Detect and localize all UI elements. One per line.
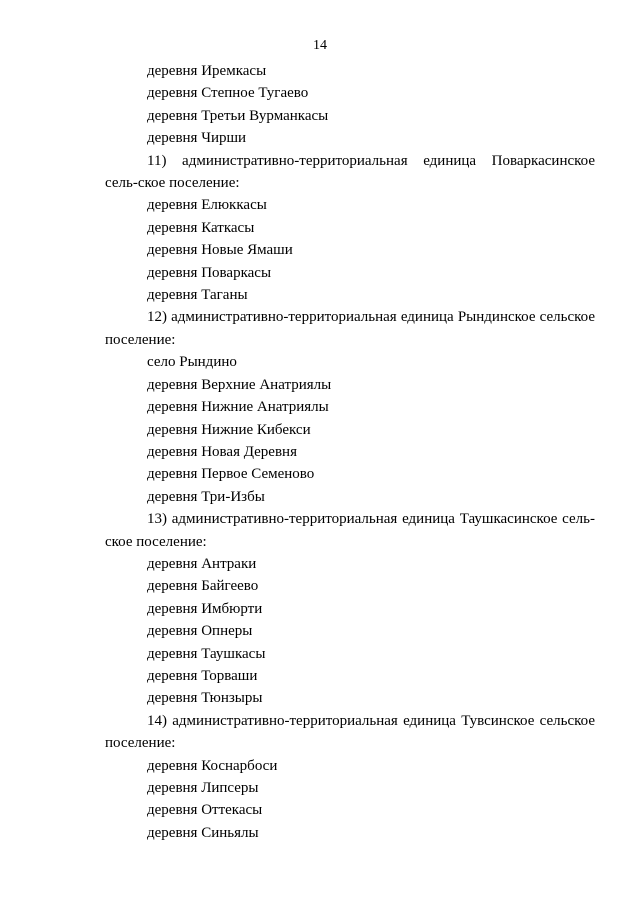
section-heading: 13) административно-территориальная единица Таушкасинское сель-ское поселение: (105, 511, 595, 550)
section-heading: 14) административно-территориальная единица Тувсинское сельское поселение: (105, 712, 595, 752)
list-item: деревня Первое Семеново (147, 466, 315, 483)
list-item: деревня Поваркасы (147, 264, 272, 281)
list-item: деревня Тюнзыры (147, 690, 263, 707)
list-item: деревня Опнеры (147, 623, 253, 640)
list-item: деревня Оттекасы (147, 802, 263, 819)
list-item: деревня Иремкасы (147, 63, 267, 79)
list-item: деревня Имбюрти (147, 600, 263, 617)
list-item: деревня Три-Избы (147, 488, 265, 505)
section-heading: 11) административно-территориальная единица Поваркасинское сель-ское поселение: (105, 152, 595, 192)
list-item: деревня Верхние Анатриялы (147, 376, 332, 393)
list-item: деревня Торваши (147, 667, 258, 684)
document-body (105, 60, 595, 844)
list-item: деревня Третьи Вурманкасы (147, 107, 329, 124)
list-item: деревня Таушкасы (147, 645, 266, 662)
list-item: деревня Новые Ямаши (147, 242, 293, 259)
list-item: деревня Нижние Кибекси (147, 421, 311, 438)
section-heading: 12) административно-территориальная единица Рындинское сельское поселение: (105, 309, 595, 348)
list-item: деревня Байгеево (147, 578, 259, 595)
page-number: 14 (313, 38, 327, 53)
list-item: деревня Елюккасы (147, 197, 267, 214)
list-item: деревня Новая Деревня (147, 443, 297, 460)
list-item: деревня Таганы (147, 287, 248, 304)
list-item: деревня Антраки (147, 555, 257, 572)
list-item: деревня Каткасы (147, 219, 255, 236)
list-item: деревня Липсеры (147, 780, 259, 796)
list-item: деревня Степное Тугаево (147, 85, 309, 102)
list-item: деревня Нижние Анатриялы (147, 399, 329, 416)
list-item: деревня Чирши (147, 130, 247, 147)
list-item: деревня Коснарбоси (147, 757, 278, 774)
list-item: село Рындино (147, 354, 237, 371)
list-item: деревня Синьялы (147, 824, 259, 841)
